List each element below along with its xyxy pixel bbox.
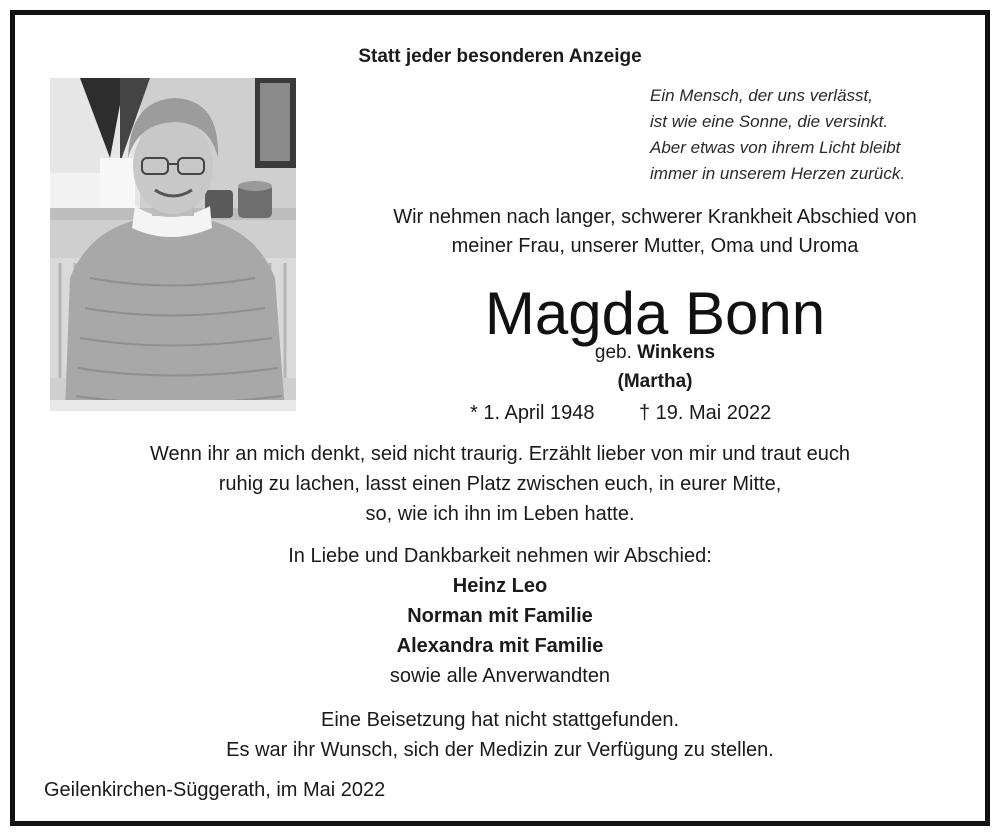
mourner-name: Alexandra mit Familie [396, 635, 604, 657]
place-date: Geilenkirchen-Süggerath, im Mai 2022 [44, 779, 386, 801]
mourners [15, 541, 985, 691]
birth-date: * 1. April 1948 [470, 402, 595, 424]
poem-line: ist wie eine Sonne, die versinkt. [650, 112, 889, 131]
quote-line: ruhig zu lachen, lasst einen Platz zwischen euch, in eurer Mitte, [218, 473, 782, 495]
nickname: (Martha) [617, 371, 693, 392]
mourners-closing: sowie alle Anverwandten [389, 665, 611, 687]
born-prefix: geb. [594, 342, 632, 363]
death-date: † 19. Mai 2022 [638, 402, 772, 424]
mourner-name: Heinz Leo [452, 575, 548, 597]
intro-line: Wir nehmen nach langer, schwerer Krankheit Abschied von [393, 206, 917, 228]
note-line: Eine Beisetzung hat nicht stattgefunden. [320, 709, 680, 731]
obituary-notice [10, 10, 990, 826]
mourners-intro: In Liebe und Dankbarkeit nehmen wir Abschied: [288, 545, 712, 567]
quote-line: Wenn ihr an mich denkt, seid nicht traurig. Erzählt lieber von mir und traut euch [150, 443, 850, 465]
mourner-name: Norman mit Familie [407, 605, 593, 627]
intro-line: meiner Frau, unserer Mutter, Oma und Uroma [451, 235, 859, 257]
farewell-intro [315, 203, 995, 261]
poem [650, 83, 970, 187]
maiden-name: Winkens [637, 342, 716, 363]
note-line: Es war ihr Wunsch, sich der Medizin zur Verfügung zu stellen. [226, 739, 774, 761]
life-dates [470, 399, 771, 427]
poem-line: immer in unserem Herzen zurück. [650, 164, 906, 183]
poem-line: Aber etwas von ihrem Licht bleibt [650, 138, 901, 157]
deceased-name: Magda Bonn [484, 280, 826, 347]
portrait-photo [50, 78, 296, 411]
funeral-note [15, 705, 985, 765]
quote [15, 439, 985, 529]
notice-header: Statt jeder besonderen Anzeige [358, 46, 642, 67]
maiden-name-line [315, 339, 995, 367]
portrait-image [50, 78, 296, 411]
quote-line: so, wie ich ihn im Leben hatte. [365, 503, 635, 525]
poem-line: Ein Mensch, der uns verlässt, [650, 86, 873, 105]
